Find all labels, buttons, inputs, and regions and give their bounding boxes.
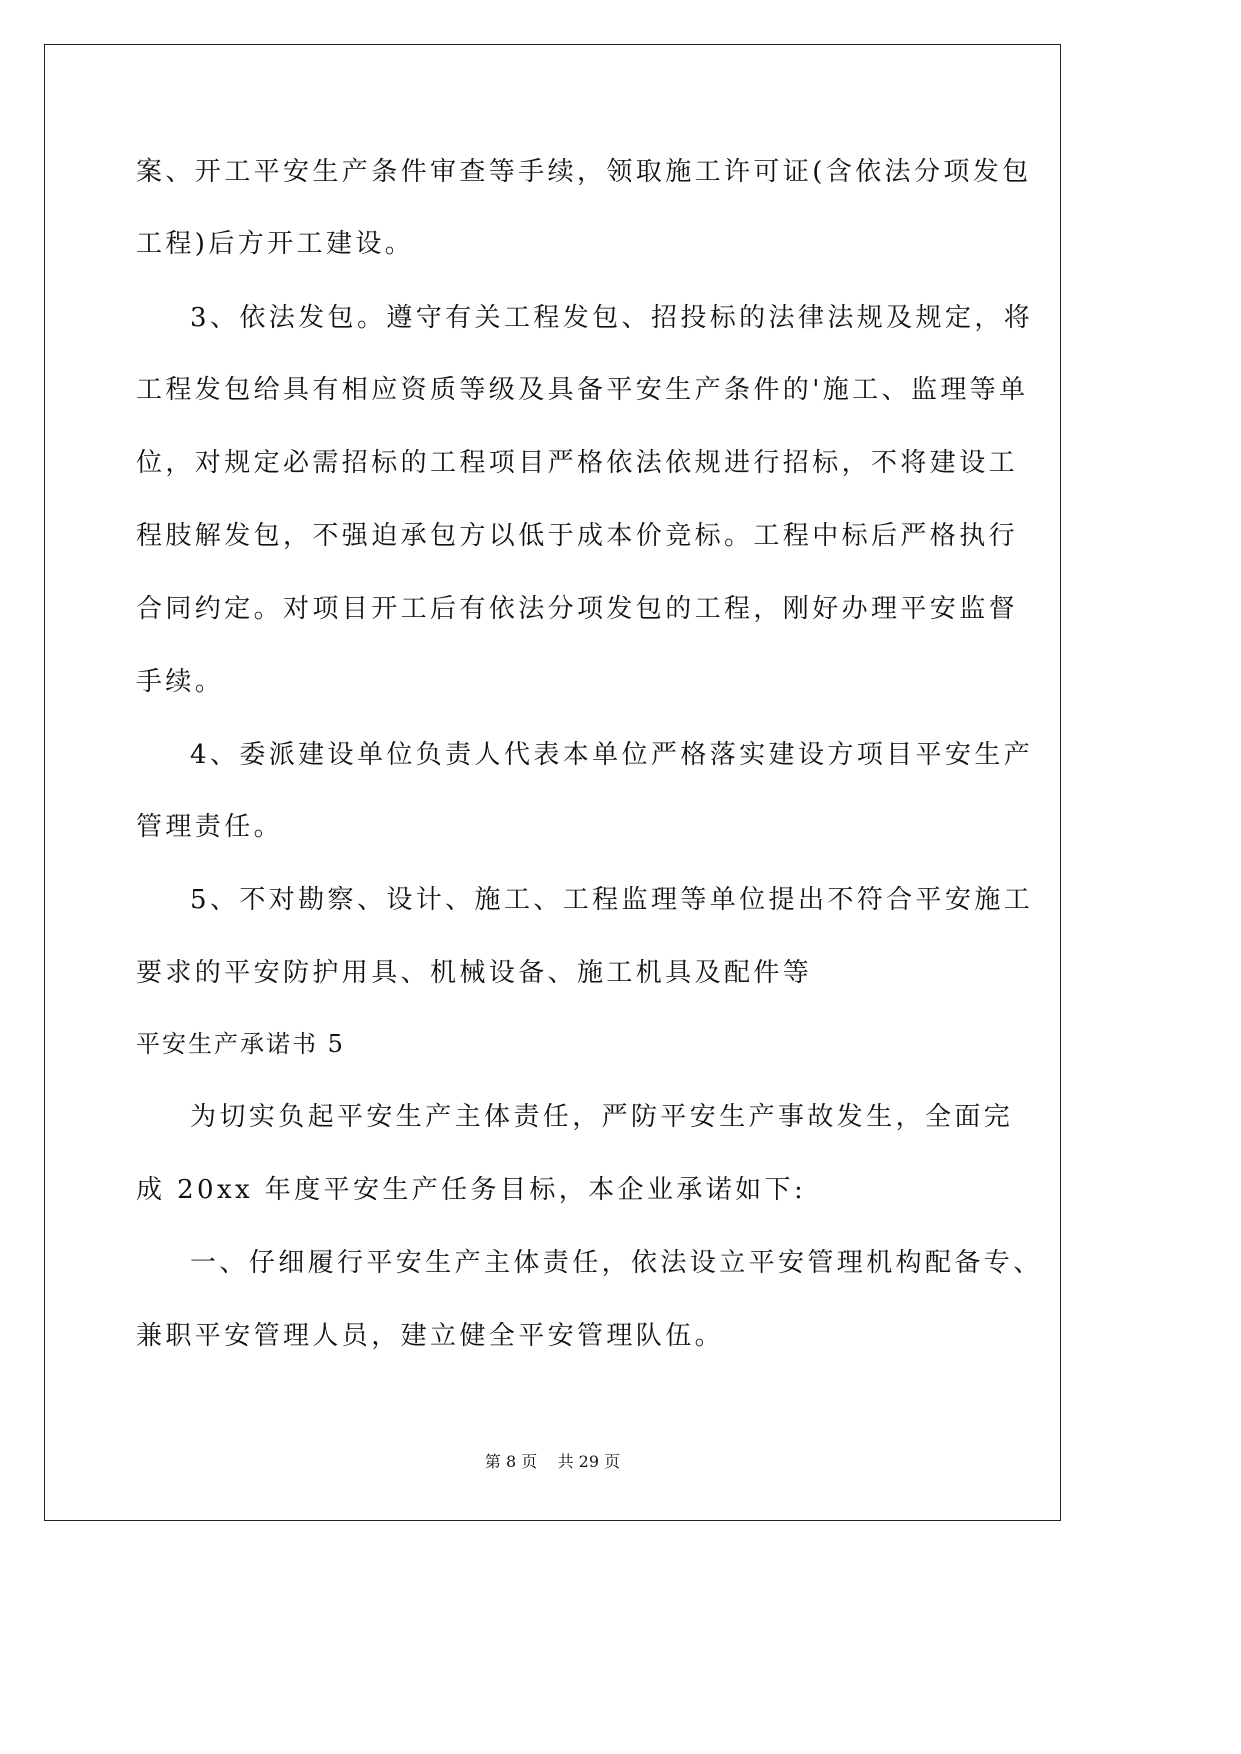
section-heading: 平安生产承诺书 5 xyxy=(136,1030,345,1058)
body-line-12: 要求的平安防护用具、机械设备、施工机具及配件等 xyxy=(136,958,813,988)
body-line-13: 为切实负起平安生产主体责任，严防平安生产事故发生，全面完 xyxy=(190,1102,1014,1132)
body-line-15: 一、仔细履行平安生产主体责任，依法设立平安管理机构配备专、 xyxy=(190,1248,1043,1278)
body-line-9: 4、委派建设单位负责人代表本单位严格落实建设方项目平安生产 xyxy=(190,740,1034,770)
body-line-5: 位，对规定必需招标的工程项目严格依法依规进行招标，不将建设工 xyxy=(136,448,1019,478)
body-line-8: 手续。 xyxy=(136,667,225,697)
page-number-footer: 第 8 页 共 29 页 xyxy=(484,1452,621,1471)
body-line-16: 兼职平安管理人员，建立健全平安管理队伍。 xyxy=(136,1321,725,1351)
body-line-2: 工程)后方开工建设。 xyxy=(136,229,415,259)
body-line-14: 成 20xx 年度平安生产任务目标，本企业承诺如下: xyxy=(136,1175,807,1205)
body-line-7: 合同约定。对项目开工后有依法分项发包的工程，刚好办理平安监督 xyxy=(136,594,1019,624)
body-line-1: 案、开工平安生产条件审查等手续，领取施工许可证(含依法分项发包 xyxy=(136,157,1032,187)
body-line-4: 工程发包给具有相应资质等级及具备平安生产条件的'施工、监理等单 xyxy=(136,375,1029,405)
body-line-11: 5、不对勘察、设计、施工、工程监理等单位提出不符合平安施工 xyxy=(190,885,1034,915)
body-line-6: 程肢解发包，不强迫承包方以低于成本价竞标。工程中标后严格执行 xyxy=(136,521,1019,551)
page-border xyxy=(44,44,1061,1521)
body-line-10: 管理责任。 xyxy=(136,812,284,842)
body-line-3: 3、依法发包。遵守有关工程发包、招投标的法律法规及规定，将 xyxy=(190,303,1034,333)
